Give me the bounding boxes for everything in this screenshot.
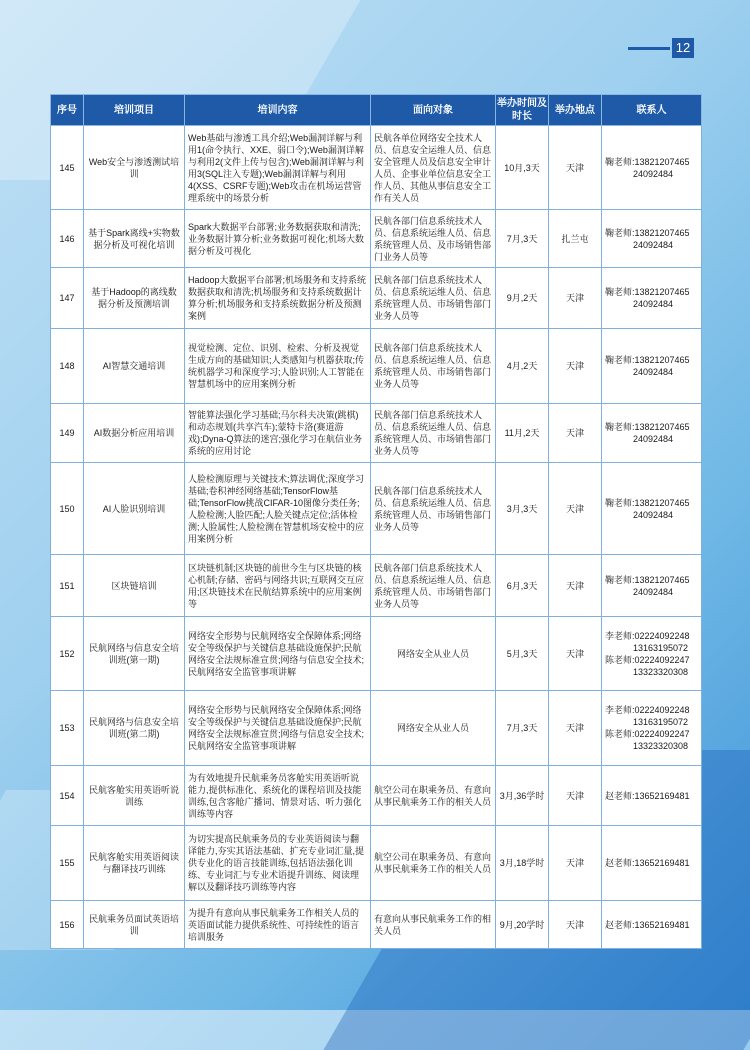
row-contact: [602, 126, 702, 210]
contact-line: 24092484: [633, 586, 674, 597]
row-audience: 民航各部门信息系统技术人员、信息系统运维人员、信息系统管理人员、及市场销售部门业务人员等: [371, 210, 496, 268]
table-row: [51, 555, 702, 617]
table-body: [51, 126, 702, 949]
row-number: 145: [51, 126, 84, 210]
row-audience: 有意向从事民航乘务工作的相关人员: [371, 901, 496, 949]
row-audience: 民航各部门信息系统技术人员、信息系统运维人员、信息系统管理人员、市场销售部门业务人员等: [371, 555, 496, 617]
header-contact: 联系人: [602, 95, 702, 126]
contact-line: 李老师:02224092248: [605, 630, 690, 641]
header-content: 培训内容: [185, 95, 371, 126]
header-project: 培训项目: [84, 95, 185, 126]
table-row: [51, 268, 702, 329]
contact-line: 24092484: [633, 434, 674, 444]
row-time: 3月,18学时: [496, 826, 549, 901]
contact-line: 鞠老师:13821207465: [605, 287, 690, 297]
row-number: 156: [51, 901, 84, 949]
row-audience: 民航各部门信息系统技术人员、信息系统运维人员、信息系统管理人员、市场销售部门业务人员等: [371, 329, 496, 404]
row-time: 5月,3天: [496, 617, 549, 691]
table-row: [51, 404, 702, 463]
training-table: [50, 94, 702, 949]
row-project: 基于Spark离线+实物数据分析及可视化培训: [84, 210, 185, 268]
contact-line: 13163195072: [633, 642, 689, 653]
row-contact: [602, 463, 702, 555]
row-time: 9月,20学时: [496, 901, 549, 949]
row-number: 153: [51, 691, 84, 766]
row-project: AI人脸识别培训: [84, 463, 185, 555]
table-row: [51, 126, 702, 210]
row-content: 区块链机制;区块链的前世今生与区块链的核心机制;存储、密码与网络共识;互联网交互应用;区块链技术在民航结算系统中的应用案例等: [185, 555, 371, 617]
contact-line: 赵老师:13652169481: [605, 858, 690, 868]
row-audience: 民航各部门信息系统技术人员、信息系统运维人员、信息系统管理人员、市场销售部门业务人员等: [371, 268, 496, 329]
contact-line: 13163195072: [633, 717, 689, 727]
row-time: 10月,3天: [496, 126, 549, 210]
table-row: [51, 826, 702, 901]
contact-line: 13323320308: [633, 741, 689, 751]
row-number: 148: [51, 329, 84, 404]
row-number: 152: [51, 617, 84, 691]
contact-line: 24092484: [633, 367, 674, 377]
row-contact: [602, 268, 702, 329]
contact-line: 鞠老师:13821207465: [605, 227, 690, 238]
table-row: [51, 210, 702, 268]
page-number: 12: [672, 38, 694, 58]
row-place: 天津: [549, 901, 602, 949]
row-contact: [602, 691, 702, 766]
row-contact: [602, 617, 702, 691]
row-place: 天津: [549, 691, 602, 766]
row-audience: 网络安全从业人员: [371, 691, 496, 766]
contact-line: 陈老师:02224092247: [605, 729, 690, 739]
header-audience: 面向对象: [371, 95, 496, 126]
row-place: 天津: [549, 617, 602, 691]
row-time: 6月,3天: [496, 555, 549, 617]
contact-line: 陈老师:02224092247: [605, 654, 690, 665]
table-row: [51, 766, 702, 826]
row-content: 网络安全形势与民航网络安全保障体系;网络安全等级保护与关键信息基础设施保护;民航网络安全法规标准宣贯;网络与信息安全技术;民航网络安全监管事项讲解: [185, 691, 371, 766]
row-content: 为有效地提升民航乘务员客舱实用英语听说能力,提供标准化、系统化的课程培训及技能训练,包含客舱广播词、情景对话、听力强化训练等内容: [185, 766, 371, 826]
row-content: 视觉检测、定位、识别、检索、分析及视觉生成方向的基础知识;人类感知与机器获取;传统机器学习和深度学习;人脸识别;人工智能在智慧机场中的应用案例分析: [185, 329, 371, 404]
row-content: 网络安全形势与民航网络安全保障体系;网络安全等级保护与关键信息基础设施保护;民航网络安全法规标准宣贯;网络与信息安全技术;民航网络安全监管事项讲解: [185, 617, 371, 691]
contact-line: 24092484: [633, 509, 674, 520]
row-audience: 民航各部门信息系统技术人员、信息系统运维人员、信息系统管理人员、市场销售部门业务人员等: [371, 404, 496, 463]
contact-line: 24092484: [633, 239, 674, 250]
contact-line: 赵老师:13652169481: [605, 919, 690, 930]
row-time: 3月,3天: [496, 463, 549, 555]
row-number: 146: [51, 210, 84, 268]
contact-line: 鞠老师:13821207465: [605, 574, 690, 585]
row-time: 11月,2天: [496, 404, 549, 463]
contact-line: 鞠老师:13821207465: [605, 497, 690, 508]
row-content: Hadoop大数据平台部署;机场服务和支持系统数据获取和清洗;机场服务和支持系统数据计算分析;机场服务和支持系统数据分析及预测案例: [185, 268, 371, 329]
row-time: 9月,2天: [496, 268, 549, 329]
contact-line: 鞠老师:13821207465: [605, 156, 690, 167]
table-header-row: [51, 95, 702, 126]
row-audience: 民航各单位网络安全技术人员、信息安全运维人员、信息安全管理人员及信息安全审计人员、企事业单位信息安全工作人员、其他从事信息安全工作有关人员: [371, 126, 496, 210]
row-number: 155: [51, 826, 84, 901]
row-audience: 航空公司在职乘务员、有意向从事民航乘务工作的相关人员: [371, 826, 496, 901]
row-contact: [602, 555, 702, 617]
row-contact: [602, 329, 702, 404]
contact-line: 13323320308: [633, 666, 689, 677]
table-row: [51, 329, 702, 404]
row-number: 147: [51, 268, 84, 329]
row-content: Web基础与渗透工具介绍;Web漏洞详解与利用1(命令执行、XXE、弱口令);Web漏洞详解与利用2(文件上传与包含);Web漏洞详解与利用3(SQL注入专题);Web漏洞详解与利用4(XSS、CSRF专题);Web攻击在机场运营管理系统中的场景分析: [185, 126, 371, 210]
contact-line: 24092484: [633, 299, 674, 309]
row-audience: 网络安全从业人员: [371, 617, 496, 691]
row-number: 154: [51, 766, 84, 826]
row-content: Spark大数据平台部署;业务数据获取和清洗;业务数据计算分析;业务数据可视化;机场大数据分析及可视化: [185, 210, 371, 268]
row-content: 为提升有意向从事民航乘务工作相关人员的英语面试能力提供系统性、可持续性的语言培训服务: [185, 901, 371, 949]
row-number: 149: [51, 404, 84, 463]
row-contact: [602, 766, 702, 826]
row-place: 天津: [549, 329, 602, 404]
row-time: 4月,2天: [496, 329, 549, 404]
row-project: 民航客舱实用英语阅读与翻译技巧训练: [84, 826, 185, 901]
row-place: 天津: [549, 404, 602, 463]
row-project: AI智慧交通培训: [84, 329, 185, 404]
row-place: 天津: [549, 126, 602, 210]
row-content: 为切实提高民航乘务员的专业英语阅读与翻译能力,夯实其语法基础、扩充专业词汇量,提供专业化的语言技能训练,包括语法强化训练、专业词汇与专业术语提升训练、阅读理解以及翻译技巧训练等内容: [185, 826, 371, 901]
row-number: 150: [51, 463, 84, 555]
header-time: 举办时间及时长: [496, 95, 549, 126]
row-audience: 航空公司在职乘务员、有意向从事民航乘务工作的相关人员: [371, 766, 496, 826]
contact-line: 鞠老师:13821207465: [605, 355, 690, 365]
row-place: 天津: [549, 268, 602, 329]
header-place: 举办地点: [549, 95, 602, 126]
row-contact: [602, 826, 702, 901]
row-time: 7月,3天: [496, 210, 549, 268]
row-audience: 民航各部门信息系统技术人员、信息系统运维人员、信息系统管理人员、市场销售部门业务人员等: [371, 463, 496, 555]
page-number-badge: [628, 38, 694, 58]
row-time: 3月,36学时: [496, 766, 549, 826]
row-time: 7月,3天: [496, 691, 549, 766]
row-number: 151: [51, 555, 84, 617]
row-place: 天津: [549, 463, 602, 555]
row-project: AI数据分析应用培训: [84, 404, 185, 463]
row-place: 天津: [549, 826, 602, 901]
page-number-rule: [628, 47, 670, 50]
contact-line: 鞠老师:13821207465: [605, 422, 690, 432]
row-contact: [602, 901, 702, 949]
contact-line: 赵老师:13652169481: [605, 790, 690, 801]
row-project: 民航网络与信息安全培训班(第二期): [84, 691, 185, 766]
row-project: 民航客舱实用英语听说训练: [84, 766, 185, 826]
row-project: 区块链培训: [84, 555, 185, 617]
row-place: 天津: [549, 766, 602, 826]
contact-line: 24092484: [633, 168, 674, 179]
row-content: 人脸检测原理与关键技术;算法调优;深度学习基础;卷积神经网络基础;TensorFlow基础;TensorFlow挑战CIFAR-10图像分类任务;人脸检测;人脸匹配;人脸关键点定位;活体检测;人脸属性;人脸检测在智慧机场安检中的应用案例分析: [185, 463, 371, 555]
row-project: Web安全与渗透测试培训: [84, 126, 185, 210]
table-row: [51, 463, 702, 555]
row-project: 民航乘务员面试英语培训: [84, 901, 185, 949]
header-no: 序号: [51, 95, 84, 126]
row-contact: [602, 404, 702, 463]
row-contact: [602, 210, 702, 268]
table-row: [51, 617, 702, 691]
row-place: 扎兰屯: [549, 210, 602, 268]
row-content: 智能算法强化学习基础;马尔科夫决策(跳棋)和动态规划(共享汽车);蒙特卡洛(赛道游戏);Dyna-Q算法的迷宫;强化学习在航信业务系统的应用讨论: [185, 404, 371, 463]
table-row: [51, 691, 702, 766]
row-project: 基于Hadoop的离线数据分析及预测培训: [84, 268, 185, 329]
table-row: [51, 901, 702, 949]
row-project: 民航网络与信息安全培训班(第一期): [84, 617, 185, 691]
contact-line: 李老师:02224092248: [605, 705, 690, 715]
row-place: 天津: [549, 555, 602, 617]
